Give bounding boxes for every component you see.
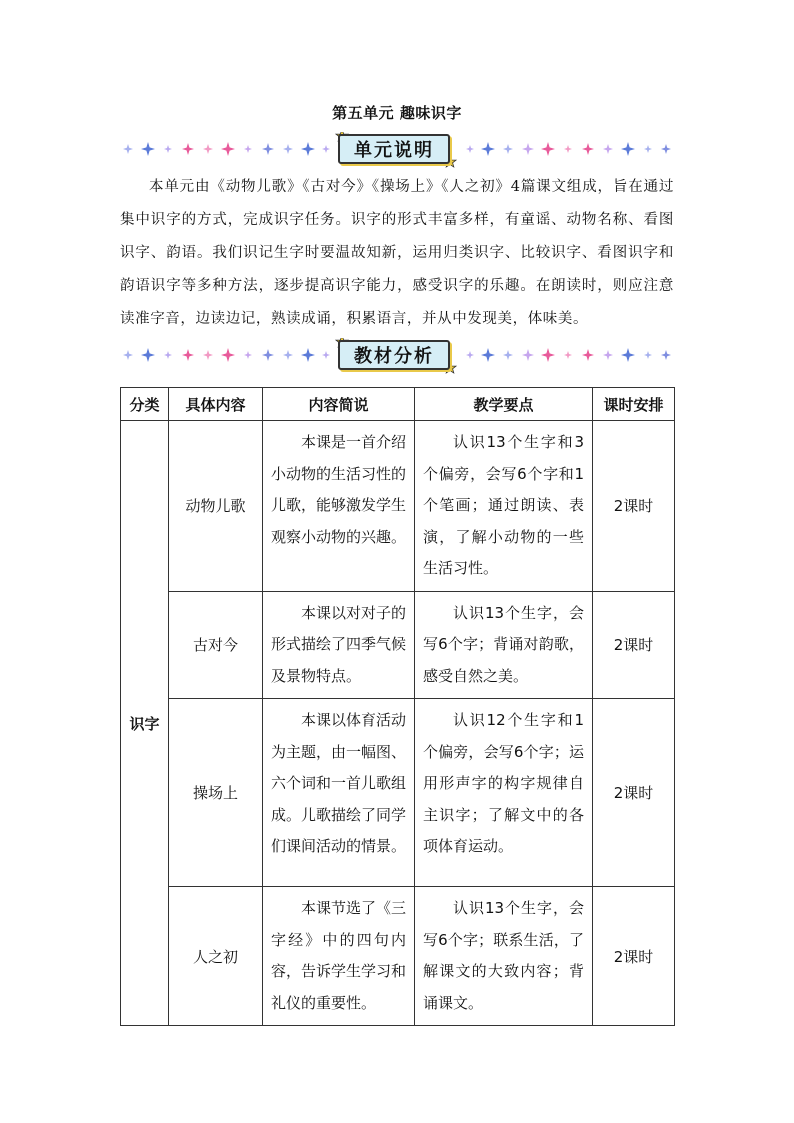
section-badge-textbook-analysis: 教材分析 — [338, 340, 450, 370]
lesson-summary — [263, 887, 415, 1026]
lesson-summary-text: 本课是一首介绍小动物的生活习性的儿歌，能够激发学生观察小动物的兴趣。 — [271, 433, 407, 546]
table-row — [121, 887, 675, 1026]
teaching-points — [415, 699, 593, 887]
teaching-points-text: 认识12个生字和1个偏旁，会写6个字；运用形声字的构字规律自主识字；了解文中的各项体育运动。 — [423, 711, 584, 855]
lesson-name: 操场上 — [169, 699, 263, 887]
teaching-points — [415, 887, 593, 1026]
category-cell: 识字 — [121, 421, 169, 1026]
teaching-points — [415, 421, 593, 592]
teaching-points-text: 认识13个生字，会写6个字；背诵对韵歌，感受自然之美。 — [423, 603, 584, 685]
lesson-summary — [263, 421, 415, 592]
teaching-points-text: 认识13个生字和3个偏旁，会写6个字和1个笔画；通过朗读、表演，了解小动物的一些生活习性。 — [423, 433, 584, 577]
table-row — [121, 591, 675, 699]
lesson-hours: 2课时 — [593, 591, 675, 699]
teaching-points-text: 认识13个生字，会写6个字；联系生活，了解课文的大致内容；背诵课文。 — [423, 899, 584, 1012]
section-banner-unit-description — [120, 132, 676, 168]
lesson-summary-text: 本课以对对子的形式描绘了四季气候及景物特点。 — [271, 603, 407, 685]
header-teaching-points: 教学要点 — [415, 388, 593, 421]
section-banner-textbook-analysis — [120, 338, 676, 374]
lesson-summary-text: 本课以体育活动为主题，由一幅图、六个词和一首儿歌组成。儿歌描绘了同学们课间活动的情景。 — [271, 711, 407, 855]
header-content: 具体内容 — [169, 388, 263, 421]
lesson-name: 人之初 — [169, 887, 263, 1026]
lesson-hours: 2课时 — [593, 699, 675, 887]
intro-paragraph: 本单元由《动物儿歌》《古对今》《操场上》《人之初》4篇课文组成，旨在通过集中识字的方式，完成识字任务。识字的形式丰富多样，有童谣、动物名称、看图识字、韵语。我们识记生字时要温故知新，运用归类识字、比较识字、看图识字和韵语识字等多种方法，逐步提高识字能力，感受识字的乐趣。在朗读时，则应注意读准字音，边读边记，熟读成诵，积累语言，并从中发现美，体味美。 — [120, 179, 674, 327]
lesson-summary-text: 本课节选了《三字经》中的四句内容，告诉学生学习和礼仪的重要性。 — [271, 899, 407, 1012]
header-category: 分类 — [121, 388, 169, 421]
lesson-hours: 2课时 — [593, 887, 675, 1026]
lesson-hours: 2课时 — [593, 421, 675, 592]
table-header-row — [121, 388, 675, 421]
page-title: 第五单元 趣味识字 — [332, 104, 462, 122]
lesson-name: 动物儿歌 — [169, 421, 263, 592]
header-summary: 内容简说 — [263, 388, 415, 421]
unit-description — [120, 171, 674, 336]
teaching-points — [415, 591, 593, 699]
section-badge-unit-description: 单元说明 — [338, 134, 450, 164]
lesson-summary — [263, 591, 415, 699]
table-row — [121, 421, 675, 592]
table-row — [121, 699, 675, 887]
textbook-analysis-table — [120, 387, 675, 1026]
lesson-summary — [263, 699, 415, 887]
header-schedule: 课时安排 — [593, 388, 675, 421]
lesson-name: 古对今 — [169, 591, 263, 699]
